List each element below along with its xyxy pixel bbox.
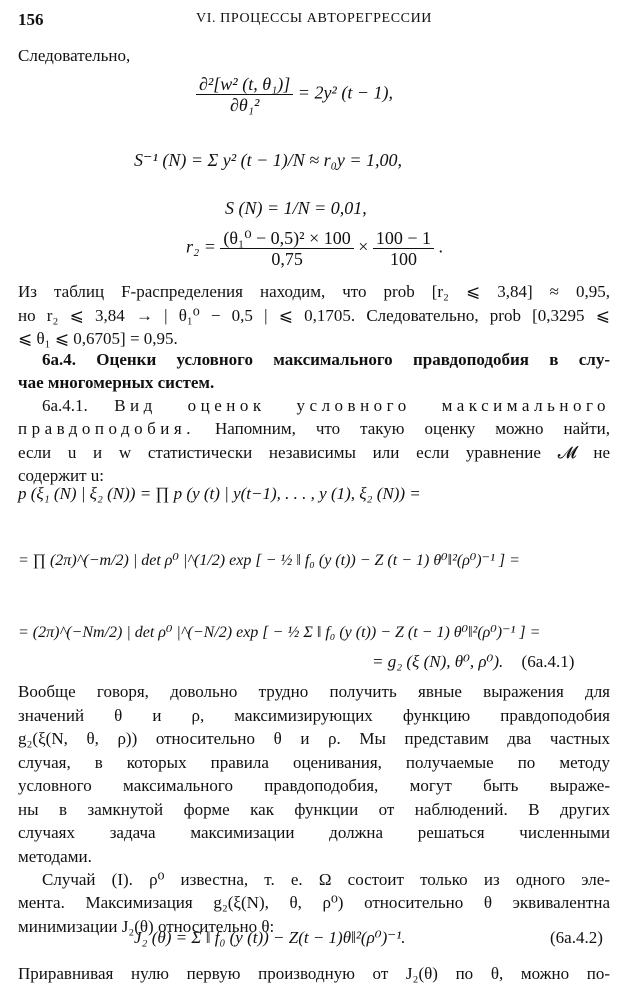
subsection-line-1 [42,394,610,418]
text-line: содержит u: [18,466,104,485]
text-line: ⩽ θ₁ ⩽ 0,6705] = 0,95. [18,329,178,348]
likelihood-result: = g₂ (ξ (N), θ⁰, ρ⁰). [372,652,504,671]
likelihood-line-4 [372,652,574,672]
section-heading-line-2: чае многомерных систем. [18,373,215,392]
page-number: 156 [18,10,44,29]
section-heading [42,348,610,372]
eq4-denominator-2: 100 [389,249,417,269]
text-line: Вообще говоря, довольно трудно получить явные выражения для [18,682,610,701]
text-line: условного максимального правдоподобия, могут быть выраже- [18,776,610,795]
text-line: Приравнивая нулю первую производную от J₂(θ) по θ, можно по- [18,964,610,983]
text-line: минимизации J₂(θ) относительно θ: [18,916,275,936]
equation-4: r₂ = $\frac{\text{(θ₁⁰ − 0,5)² × 100}}{0,75}$ × $\frac{100 - 1}{100}$ . [186,228,444,269]
eq4-lhs: r₂ = [186,236,216,257]
text-line: случаях задача максимизации должна решаться численными [18,823,610,842]
eq1-denominator: ∂θ₁² [229,95,260,115]
eq1-numerator: ∂²[w² (t, θ₁)] [196,74,293,95]
subsection-title-cont: правдоподобия. [18,419,195,438]
case-one-line-1 [42,868,610,892]
last-line [18,962,610,986]
equation-1 [196,74,393,115]
paragraph-f-distribution [18,280,610,351]
eq1-rhs: = 2y² (t − 1), [297,82,393,103]
section-heading-line-1: 6а.4. Оценки условного максимального правдоподобия в слу- [42,350,610,369]
text-line: значений θ и ρ, максимизирующих функцию правдоподобия [18,705,610,725]
eq4-fraction-2 [373,228,434,269]
subsection-title: Вид оценок условного максимального [114,396,610,415]
text-line: методами. [18,846,92,866]
equation-6a42: J₂ (θ) = Σ ‖ f₀ (y (t)) − Z(t − 1)θ‖²(ρ⁰)⁻¹. [134,928,406,947]
equation-number-6a41: (6а.4.1) [521,652,575,671]
section-heading-cont [18,371,610,395]
text-line: Из таблиц F-распределения находим, что prob [r₂ ⩽ 3,84] ≈ 0,95, [18,282,610,301]
text-line: но r₂ ⩽ 3,84 → | θ₁⁰ − 0,5 | ⩽ 0,1705. Следовательно, prob [0,3295 ⩽ [18,305,610,325]
running-title: VI. ПРОЦЕССЫ АВТОРЕГРЕССИИ [196,11,433,26]
likelihood-line-2: = ∏ (2π)^(−m/2) | det ρ⁰ |^(1/2) exp [ − ½ ‖ f₀ (y (t)) − Z (t − 1) θ⁰‖²(ρ⁰)⁻¹ ] = [18,552,520,569]
eq4-fraction-1 [220,228,353,269]
likelihood-line-3: = (2π)^(−Nm/2) | det ρ⁰ |^(−N/2) exp [ − ½ Σ ‖ f₀ (y (t)) − Z (t − 1) θ⁰‖²(ρ⁰)⁻¹ ] = [18,624,541,641]
eq4-numerator-1: (θ₁⁰ − 0,5)² × 100 [220,228,353,249]
text-line: Напомним, что такую оценку можно найти, [215,419,610,438]
text-line: ны в замкнутой форме как функции от наблюдений. В других [18,799,610,819]
subsection-body [18,417,610,488]
text-line: мента. Максимизация g₂(ξ(N), θ, ρ⁰) относительно θ эквивалентна [18,893,610,912]
text-line: случая, в которых правила оценивания, получаемые по методу [18,752,610,772]
likelihood-line-1: p (ξ₁ (N) | ξ₂ (N)) = ∏ p (y (t) | y(t−1), . . . , y (1), ξ₂ (N)) = [18,484,421,503]
equation-3: S (N) = 1/N = 0,01, [225,198,367,218]
text-line: g₂(ξ(N, θ, ρ)) относительно θ и ρ. Мы представим два частных [18,729,610,748]
subsection-number: 6а.4.1. [42,396,88,415]
equation-2: S⁻¹ (N) = Σ y² (t − 1)/N ≈ r₀y = 1,00, [134,150,403,170]
text-line: Случай (I). ρ⁰ известна, т. е. Ω состоит только из одного эле- [42,870,610,889]
paragraph-general [18,680,610,868]
eq4-denominator-1: 0,75 [271,249,303,269]
eq1-fraction [196,74,293,115]
eq4-numerator-2: 100 − 1 [373,228,434,249]
text-line: если u и w статистически независимы или если уравнение 𝓜 не [18,442,610,462]
equation-number-6a42: (6а.4.2) [550,928,603,947]
intro-word: Следовательно, [18,46,131,65]
